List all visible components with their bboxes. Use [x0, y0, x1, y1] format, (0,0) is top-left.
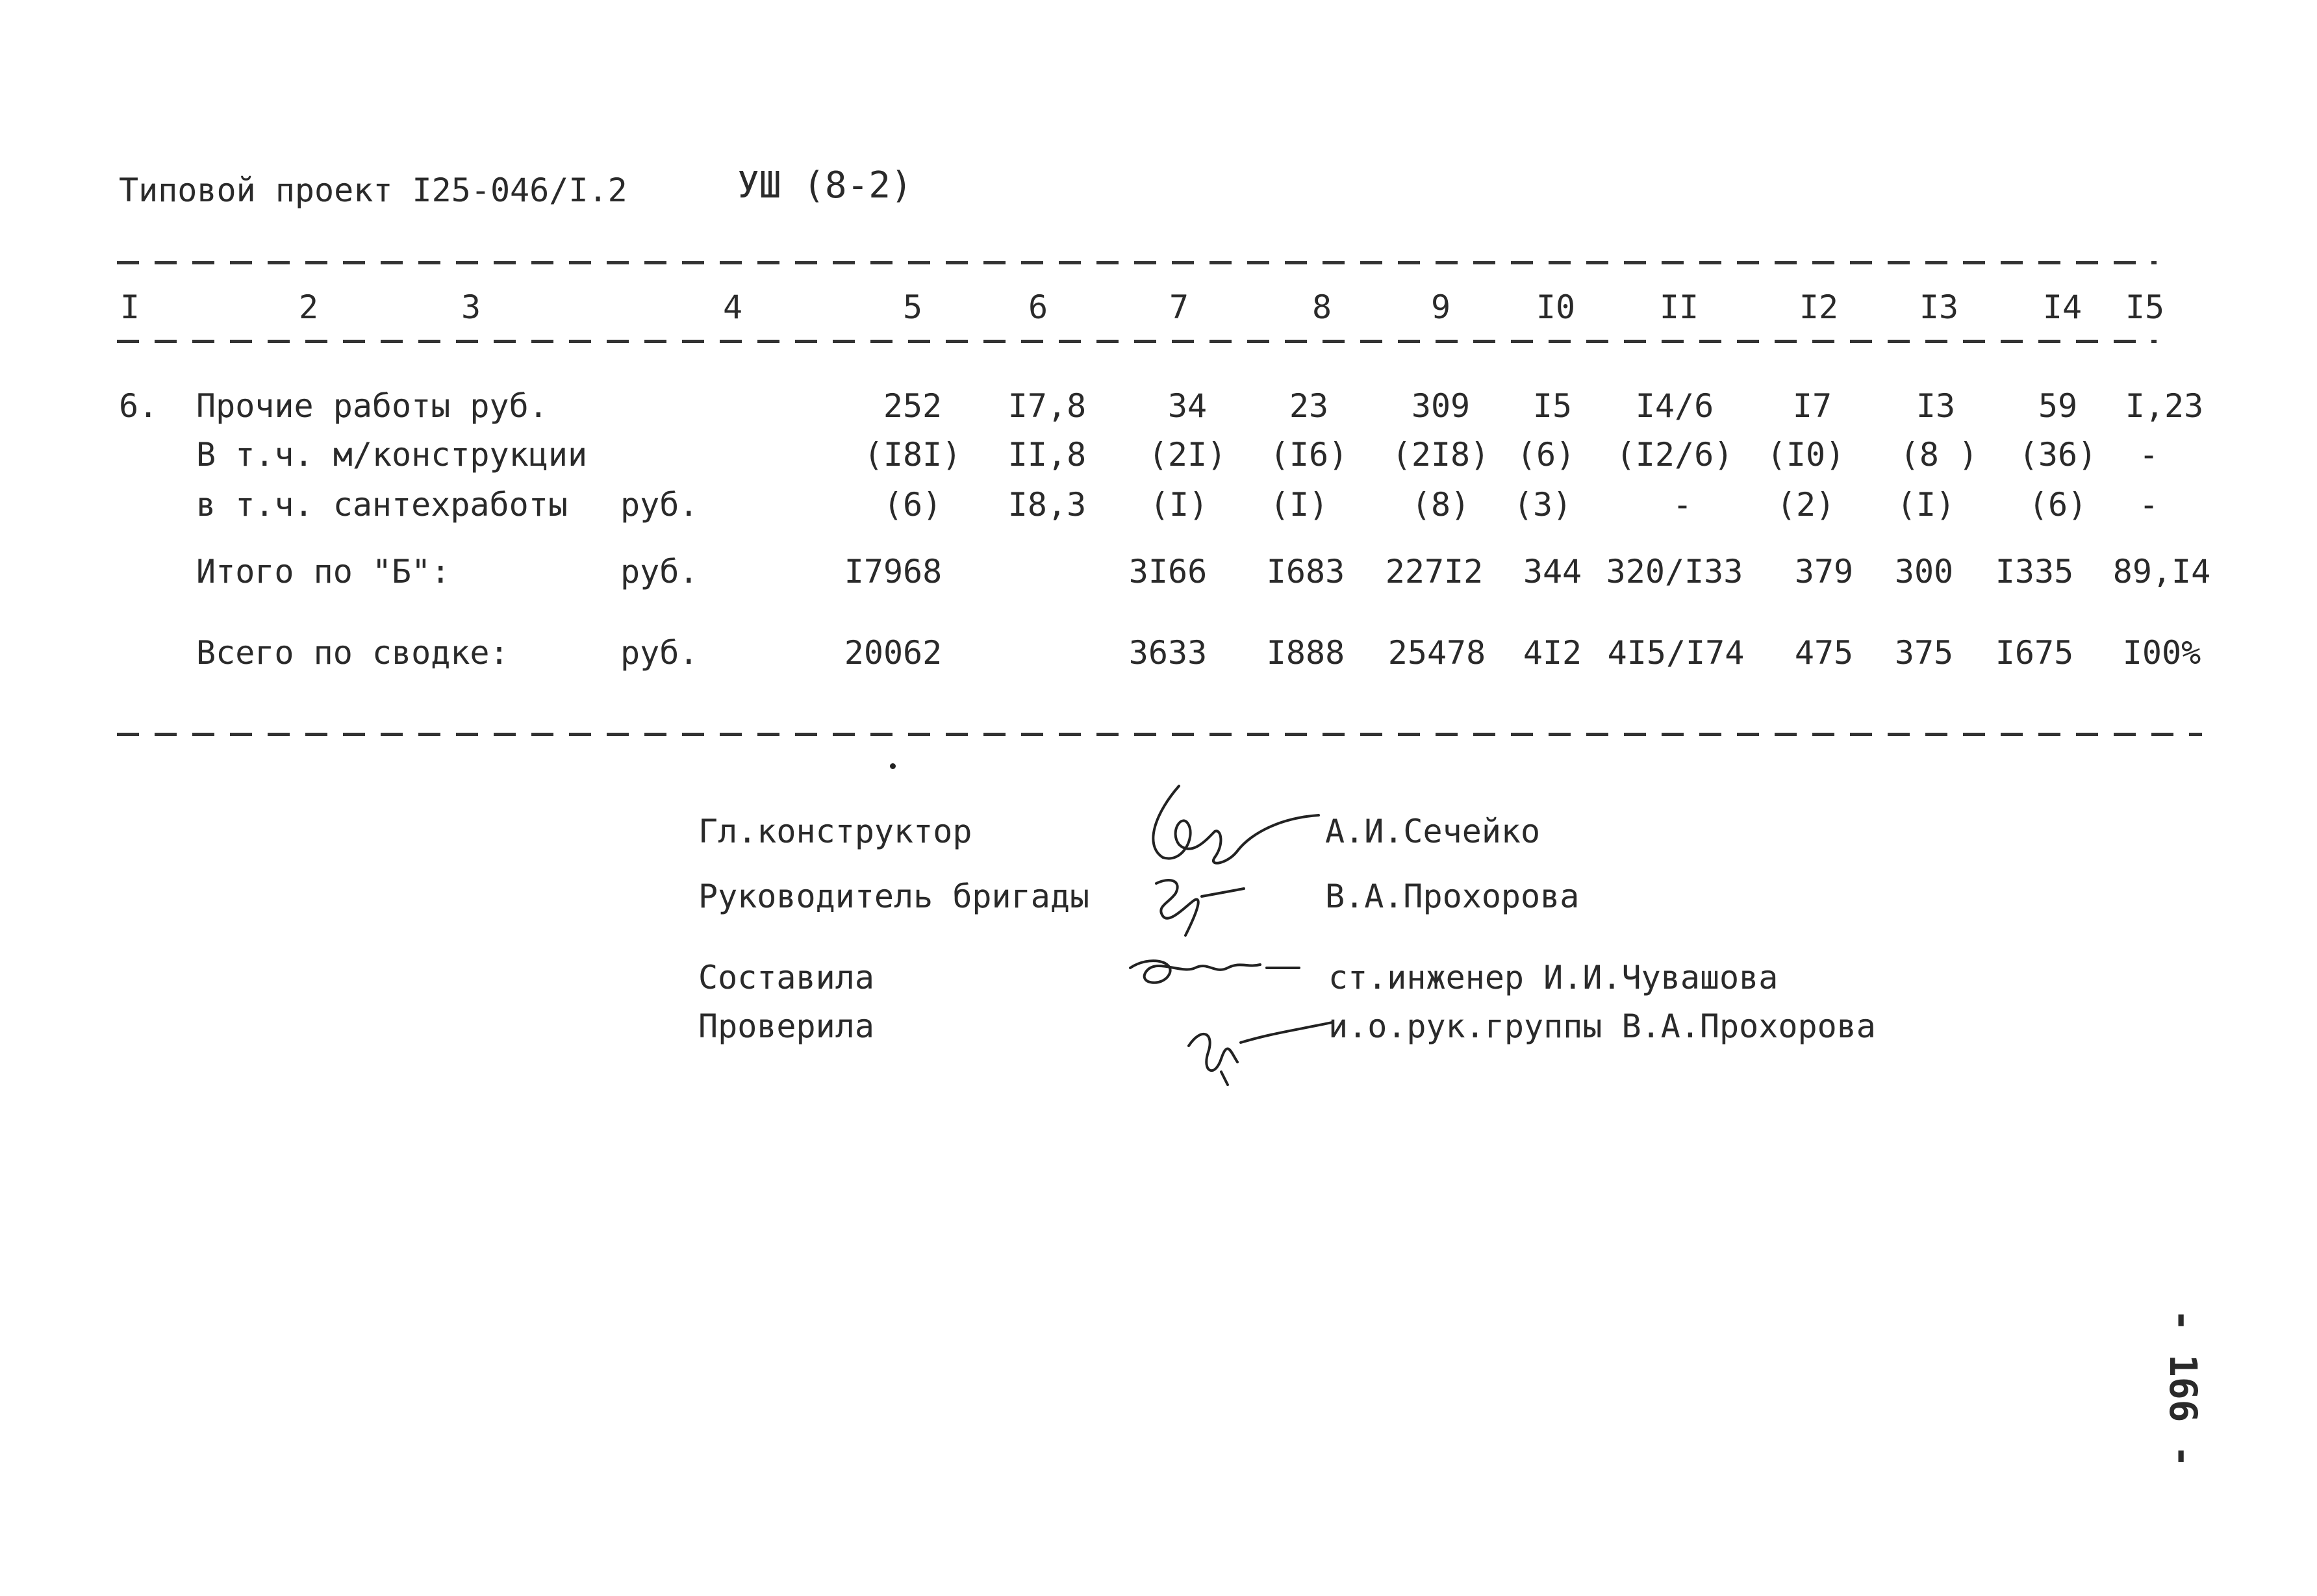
column-number: 8 — [1311, 288, 1332, 326]
signature-role: Проверила — [698, 1007, 874, 1045]
cell: 89,I4 — [2112, 553, 2211, 590]
row-label: В т.ч. м/конструкции — [196, 436, 588, 474]
cell: I7968 — [844, 553, 943, 590]
row-label: Прочие работы руб. — [196, 387, 548, 425]
column-number: I5 — [2125, 288, 2165, 326]
table-top-rule — [117, 261, 2157, 264]
column-number: I2 — [1799, 288, 1839, 326]
section-code: УШ (8-2) — [737, 164, 913, 207]
column-number: I3 — [1919, 288, 1959, 326]
cell: I7,8 — [1007, 387, 1087, 425]
cell: I7 — [1792, 387, 1832, 425]
cell: (I6) — [1269, 436, 1348, 474]
cell: 59 — [2038, 387, 2078, 425]
cell: I675 — [1995, 634, 2074, 672]
cell: (I2/6) — [1615, 436, 1734, 474]
cell: 375 — [1894, 634, 1954, 672]
cell: I683 — [1266, 553, 1345, 590]
row-label: Всего по сводке: — [196, 634, 509, 672]
header-bottom-rule — [117, 340, 2157, 343]
cell: 475 — [1794, 634, 1854, 672]
column-number: 3 — [461, 288, 481, 326]
signature-name: В.А.Прохорова — [1325, 878, 1580, 915]
cell: (8) — [1411, 486, 1471, 524]
cell: (36) — [2018, 436, 2097, 474]
cell: (I8I) — [863, 436, 962, 474]
cell: I888 — [1266, 634, 1345, 672]
signature-name: А.И.Сечейко — [1325, 813, 1541, 850]
cell: - — [2138, 486, 2159, 524]
cell: 4I5/I74 — [1607, 634, 1745, 672]
cell: (8 ) — [1899, 436, 1979, 474]
cell: (I0) — [1766, 436, 1845, 474]
cell: I4/6 — [1635, 387, 1714, 425]
cell: 252 — [883, 387, 943, 425]
row-label: в т.ч. сантехработы — [196, 486, 568, 524]
cell: (6) — [883, 486, 943, 524]
column-number: 7 — [1169, 288, 1189, 326]
cell: (2I8) — [1391, 436, 1490, 474]
cell: I335 — [1995, 553, 2074, 590]
cell: I3 — [1916, 387, 1956, 425]
cell: (I) — [1896, 486, 1956, 524]
cell: (2) — [1776, 486, 1836, 524]
cell: 379 — [1794, 553, 1854, 590]
cell: 300 — [1894, 553, 1954, 590]
project-title: Типовой проект I25-046/I.2 — [119, 171, 627, 209]
cell: I00% — [2122, 634, 2201, 672]
cell: I8,3 — [1007, 486, 1087, 524]
cell: 4I2 — [1523, 634, 1582, 672]
column-number: 2 — [298, 288, 319, 326]
column-number: 6 — [1028, 288, 1048, 326]
table-bottom-rule — [117, 733, 2202, 736]
cell: 23 — [1289, 387, 1329, 425]
cell: (6) — [2028, 486, 2088, 524]
ink-dot — [890, 763, 896, 769]
cell: (I) — [1269, 486, 1329, 524]
column-number: I4 — [2042, 288, 2083, 326]
cell: 320/I33 — [1606, 553, 1743, 590]
cell: 227I2 — [1385, 553, 1484, 590]
cell: I5 — [1532, 387, 1573, 425]
signature-name: и.о.рук.группы В.А.Прохорова — [1328, 1007, 1876, 1045]
cell: (3) — [1513, 486, 1573, 524]
column-number: I — [120, 288, 140, 326]
cell: - — [2138, 436, 2159, 474]
column-number: II — [1659, 288, 1699, 326]
cell: 344 — [1523, 553, 1582, 590]
page-number: - 166 - — [2161, 1309, 2205, 1468]
cell: 3633 — [1128, 634, 1208, 672]
cell: - — [1672, 486, 1693, 524]
cell: 3I66 — [1128, 553, 1208, 590]
cell: II,8 — [1007, 436, 1087, 474]
column-number: 9 — [1430, 288, 1451, 326]
cell: (6) — [1516, 436, 1576, 474]
signature-role: Составила — [698, 959, 874, 996]
column-number: I0 — [1536, 288, 1576, 326]
signature-name: ст.инженер И.И.Чувашова — [1328, 959, 1779, 996]
row-unit: руб. — [620, 634, 699, 672]
cell: 25478 — [1387, 634, 1486, 672]
cell: 309 — [1411, 387, 1471, 425]
signature-role: Гл.конструктор — [698, 813, 972, 850]
row-number: 6. — [119, 387, 158, 425]
cell: 34 — [1167, 387, 1208, 425]
row-label: Итого по "Б": — [196, 553, 451, 590]
cell: (2I) — [1148, 436, 1227, 474]
row-unit: руб. — [620, 553, 699, 590]
cell: I,23 — [2125, 387, 2204, 425]
handwritten-signatures — [1117, 773, 1332, 1098]
cell: (I) — [1149, 486, 1209, 524]
cell: 20062 — [844, 634, 943, 672]
column-number: 4 — [722, 288, 743, 326]
row-unit: руб. — [620, 486, 699, 524]
column-number: 5 — [902, 288, 923, 326]
signature-role: Руководитель бригады — [698, 878, 1090, 915]
